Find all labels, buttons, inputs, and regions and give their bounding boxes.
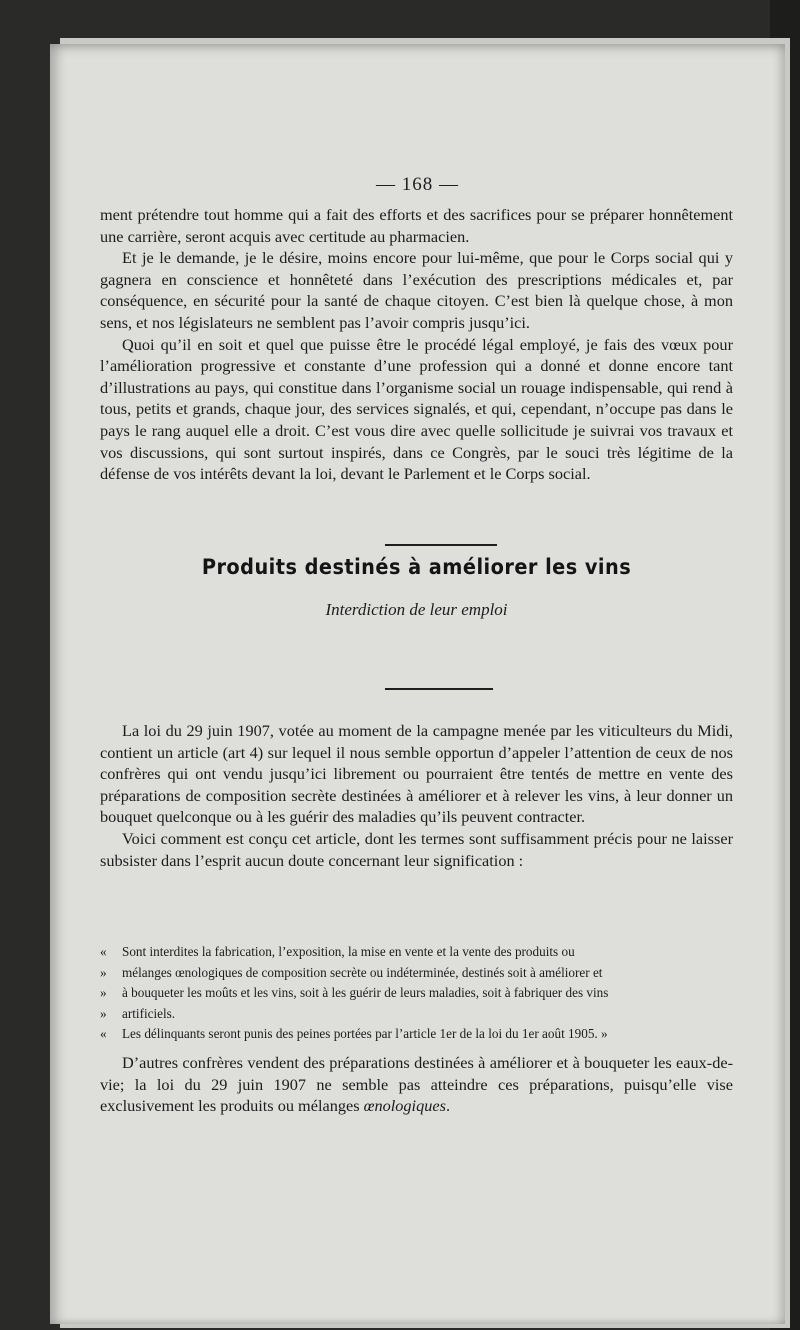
quote-line: » mélanges œnologiques de composition secrète ou indéterminée, destinés soit à améliorer et: [100, 964, 603, 980]
quote-line: « Les délinquants seront punis des peines portées par l’article 1er de la loi du 1er août 1905. »: [100, 1026, 608, 1041]
section-3-text: [100, 1052, 733, 1117]
paragraph: Voici comment est conçu cet article, dont les termes sont suffisamment précis pour ne laisser subsister dans l’esprit aucun doute concernant leur signification :: [100, 828, 733, 870]
paragraph: ment prétendre tout homme qui a fait des efforts et des sacrifices pour se préparer honnêtement une carrière, seront acquis avec certitude au pharmacien.: [100, 205, 733, 246]
quote-line: » à bouqueter les moûts et les vins, soit à les guérir de leurs maladies, soit à fabriquer des vins: [100, 985, 609, 1000]
paragraph: La loi du 29 juin 1907, votée au moment de la campagne menée par les viticulteurs du Midi, contient un article (art 4) sur lequel il nous semble opportun d’appeler l’attention de ceux de nos confrères qui ont vendu jusqu’ici librement ou pourraient être tentés de mettre en vente des préparations de composition secrète destinées à améliorer et à relever les vins, à leur donner un bouquet quelconque ou à les guérir des maladies qu’ils peuvent contracter.: [100, 721, 733, 827]
section-heading: Produits destinés à améliorer les vins: [201, 555, 632, 579]
paragraph: D’autres confrères vendent des préparations destinées à améliorer et à bouqueter les eaux-de-vie; la loi du 29 juin 1907 ne semble pas atteindre ces préparations, puisqu’elle vise exclusivement les produits ou mélanges œnologiques.: [100, 1053, 733, 1116]
section-1-text: [100, 204, 733, 485]
quote-line: » artificiels.: [100, 1005, 176, 1021]
section-divider: [385, 688, 493, 690]
paragraph: Et je le demande, je le désire, moins encore pour lui-même, que pour le Corps social qui y gagnera en conscience et honnêteté dans l’exécution des prescriptions médicales et, par conséquence, en sécurité pour la santé de chaque citoyen. C’est bien là quelque chose, à mon sens, et nos législateurs ne semblent pas l’avoir compris jusqu’ici.: [100, 248, 733, 332]
paragraph: Quoi qu’il en soit et quel que puisse être le procédé légal employé, je fais des vœux pour l’amélioration progressive et constante d’une profession qui a donné et donne encore tant d’illustrations au pays, qui constitue dans l’organisme social un rouage indispensable, qui rend à tous, petits et grands, chaque jour, des services signalés, et qui, cependant, n’occupe pas dans le pays le rang auquel elle a droit. C’est vous dire avec quelle sollicitude je suivrai vos travaux et vos discussions, qui sont surtout inspirés, dans ce Congrès, par le souci très légitime de la défense de vos intérêts devant la loi, devant le Parlement et le Corps social.: [100, 334, 733, 484]
section-subheading: Interdiction de leur emploi: [325, 600, 508, 619]
page-number: — 168 —: [376, 174, 459, 195]
section-2-text: [100, 720, 733, 871]
quote-line: « Sont interdites la fabrication, l’exposition, la mise en vente et la vente des produits ou: [100, 944, 575, 959]
section-divider: [385, 544, 497, 546]
law-quotation: [100, 942, 733, 1045]
